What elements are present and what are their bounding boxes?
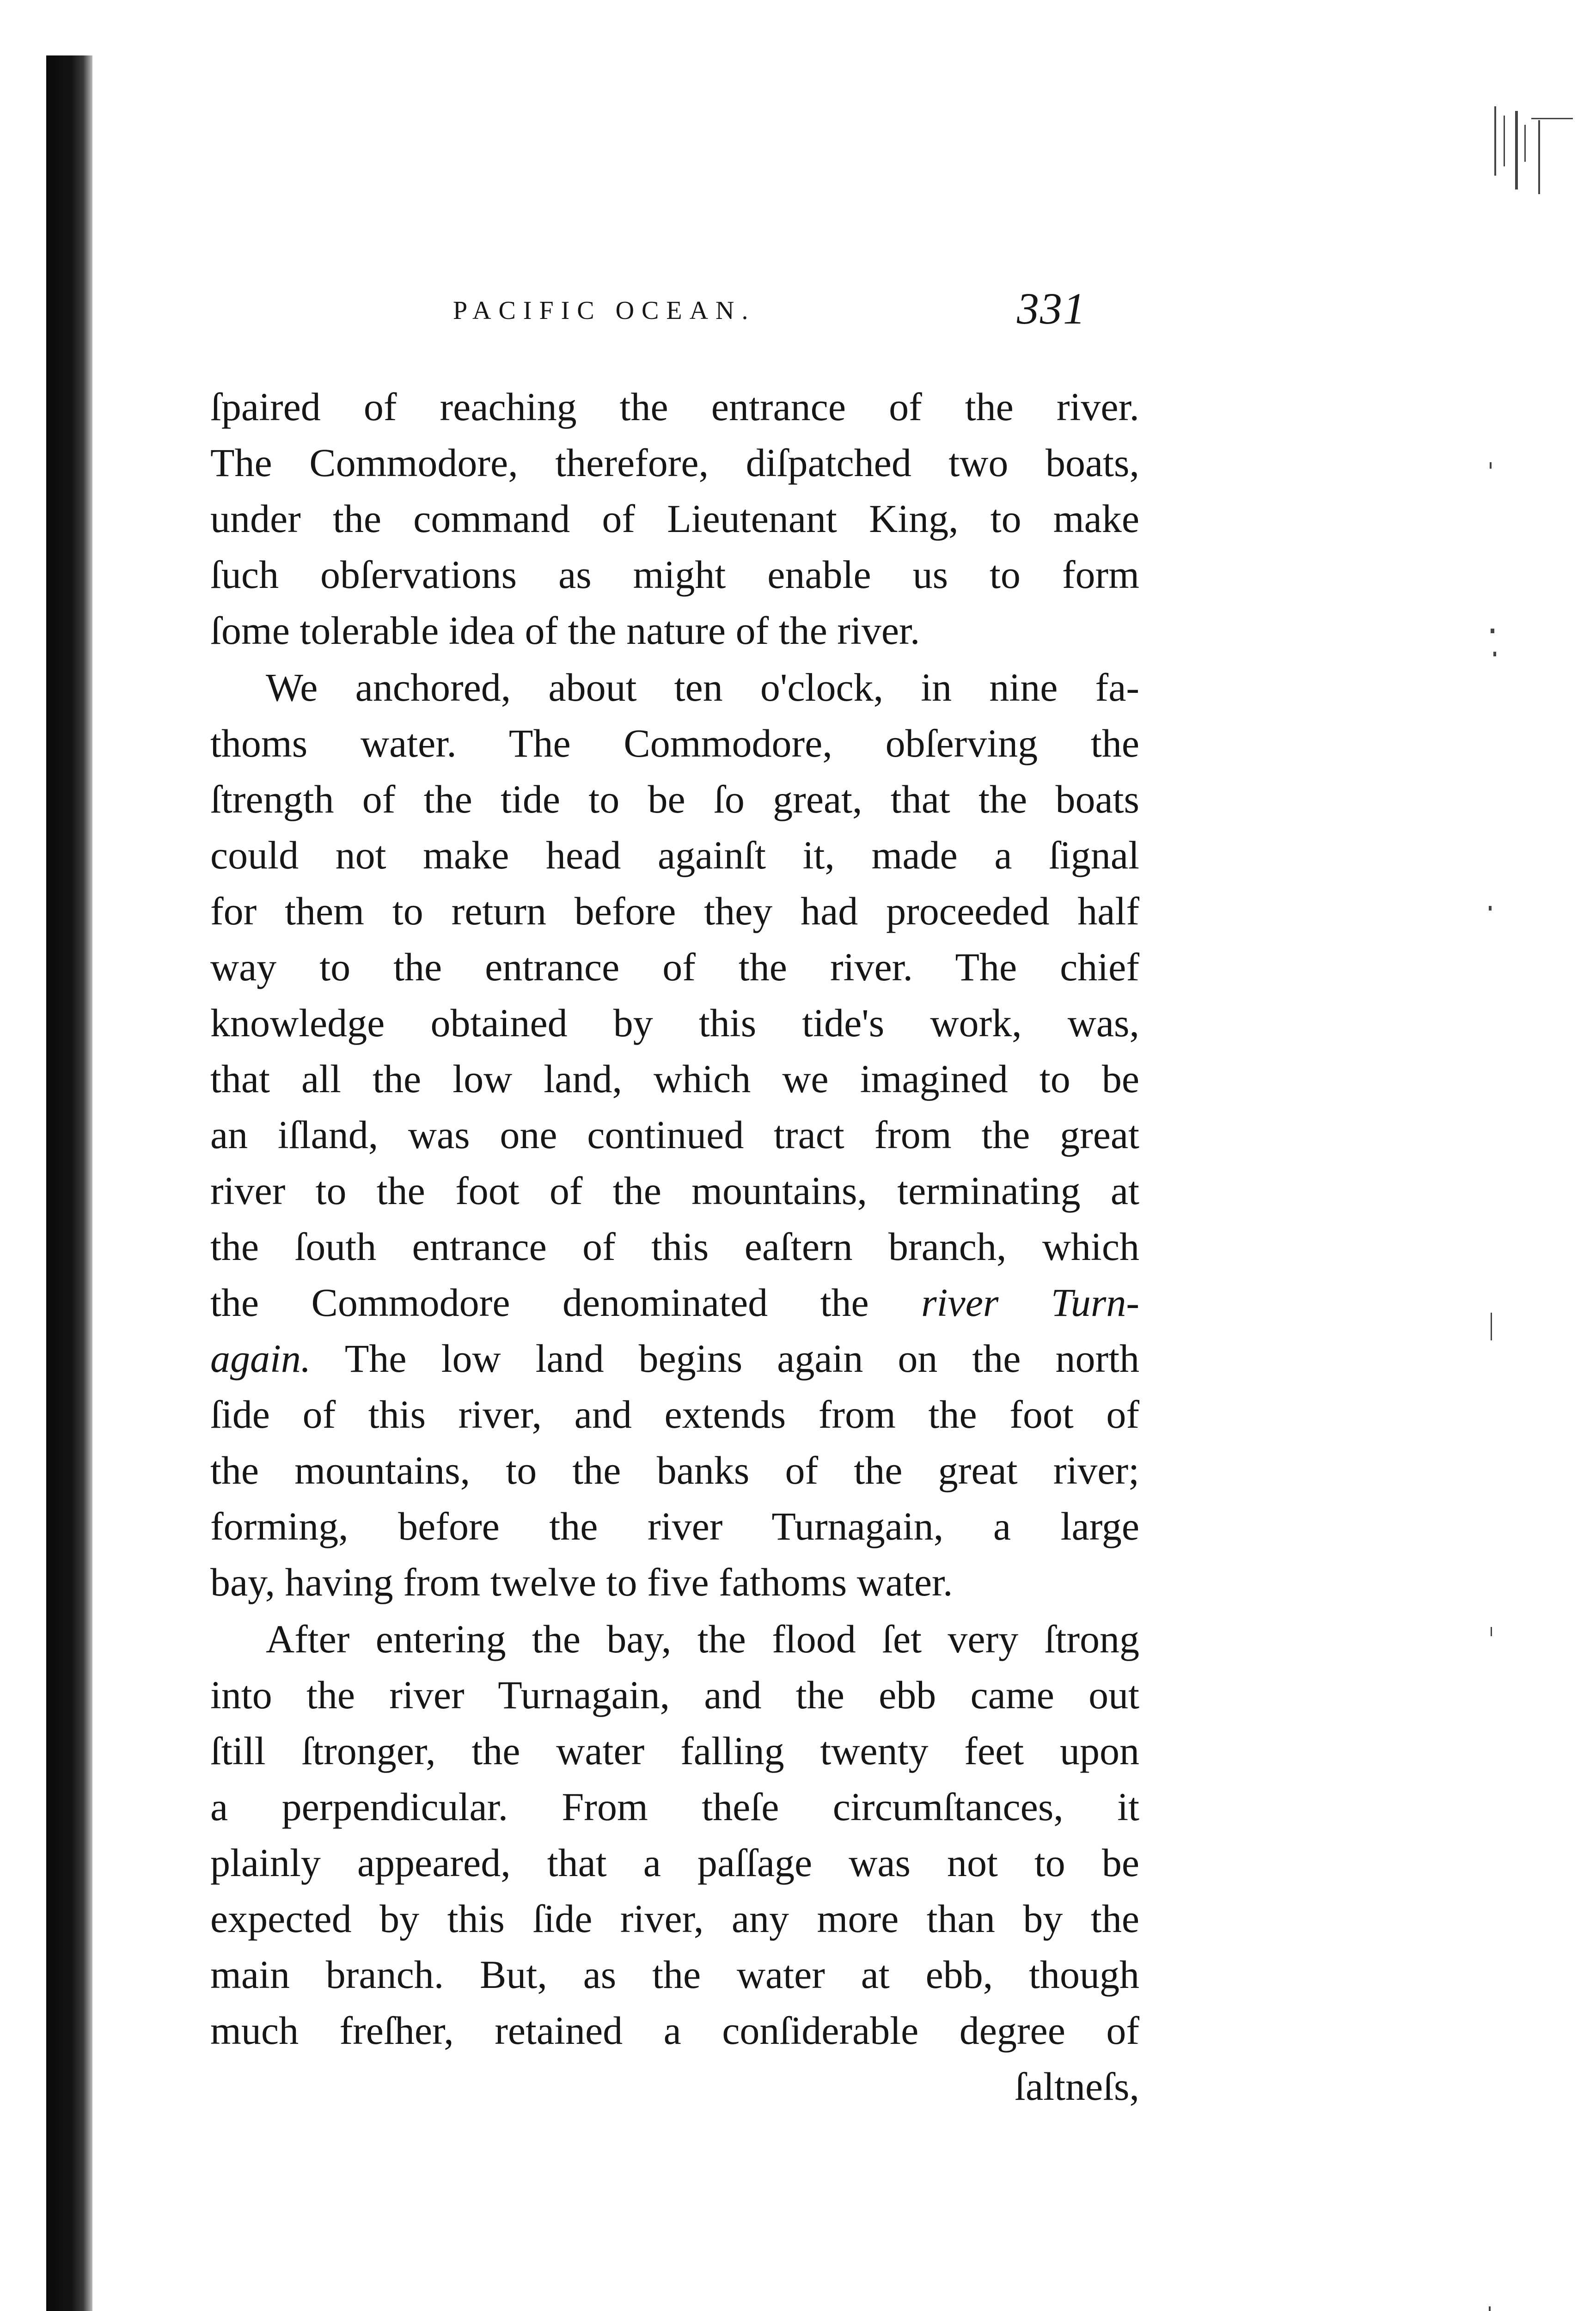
running-head: PACIFIC OCEAN. (453, 296, 756, 325)
page-number: 331 (1017, 284, 1086, 333)
text-line: an iſland, was one continued tract from the great (210, 1113, 1139, 1157)
text-line: the mountains, to the banks of the great river; (210, 1448, 1139, 1492)
text-line: The Commodore, therefore, diſpatched two boats, (210, 440, 1139, 485)
text-segment: The low land begins again on the north (344, 1336, 1139, 1381)
page-edge-marks (1439, 0, 1596, 2311)
text-line (210, 1331, 1139, 1387)
text-line: We anchored, about ten o'clock, in nine fa- (266, 665, 1139, 709)
text-line: ſuch obſervations as might enable us to form (210, 552, 1139, 597)
text-line: into the river Turnagain, and the ebb came out (210, 1673, 1139, 1717)
text-line: ſtill ſtronger, the water falling twenty feet upon (210, 1729, 1139, 1773)
text-line: forming, before the river Turnagain, a large (210, 1504, 1139, 1548)
text-line: could not make head againſt it, made a ſignal (210, 833, 1139, 877)
paragraph-3 (210, 1611, 1139, 2059)
text-line: a perpendicular. From theſe circumſtances, it (210, 1785, 1139, 1829)
binding-edge (46, 55, 92, 2311)
body-text (210, 379, 1139, 2115)
italic-place-name: again. (210, 1336, 311, 1381)
text-line: ſome tolerable idea of the nature of the river. (210, 608, 920, 653)
paragraph-1 (210, 379, 1139, 659)
text-line: After entering the bay, the flood ſet very ſtrong (266, 1617, 1139, 1661)
text-line: main branch. But, as the water at ebb, though (210, 1952, 1139, 1997)
text-line: knowledge obtained by this tide's work, was, (210, 1001, 1139, 1045)
catchword: ſaltneſs, (1015, 2064, 1139, 2109)
text-line: much freſher, retained a conſiderable degree of (210, 2008, 1139, 2053)
text-line: for them to return before they had proceeded half (210, 889, 1139, 933)
text-line (210, 1275, 1139, 1331)
text-line: that all the low land, which we imagined to be (210, 1057, 1139, 1101)
paragraph-2 (210, 660, 1139, 1610)
text-line: plainly appeared, that a paſſage was not to be (210, 1840, 1139, 1885)
text-segment: the Commodore denominated the (210, 1280, 869, 1325)
italic-place-name: river Turn- (921, 1280, 1139, 1325)
text-line: ſtrength of the tide to be ſo great, that the boats (210, 777, 1139, 821)
text-line: expected by this ſide river, any more than by the (210, 1896, 1139, 1941)
text-line: river to the foot of the mountains, terminating at (210, 1168, 1139, 1213)
text-line: the ſouth entrance of this eaſtern branch, which (210, 1224, 1139, 1269)
text-line: ſide of this river, and extends from the foot of (210, 1392, 1139, 1437)
text-line: way to the entrance of the river. The chief (210, 945, 1139, 989)
text-line: bay, having from twelve to five fathoms water. (210, 1560, 953, 1604)
text-line: under the command of Lieutenant King, to make (210, 496, 1139, 541)
text-line: thoms water. The Commodore, obſerving the (210, 721, 1139, 765)
text-line: ſpaired of reaching the entrance of the river. (210, 385, 1139, 429)
